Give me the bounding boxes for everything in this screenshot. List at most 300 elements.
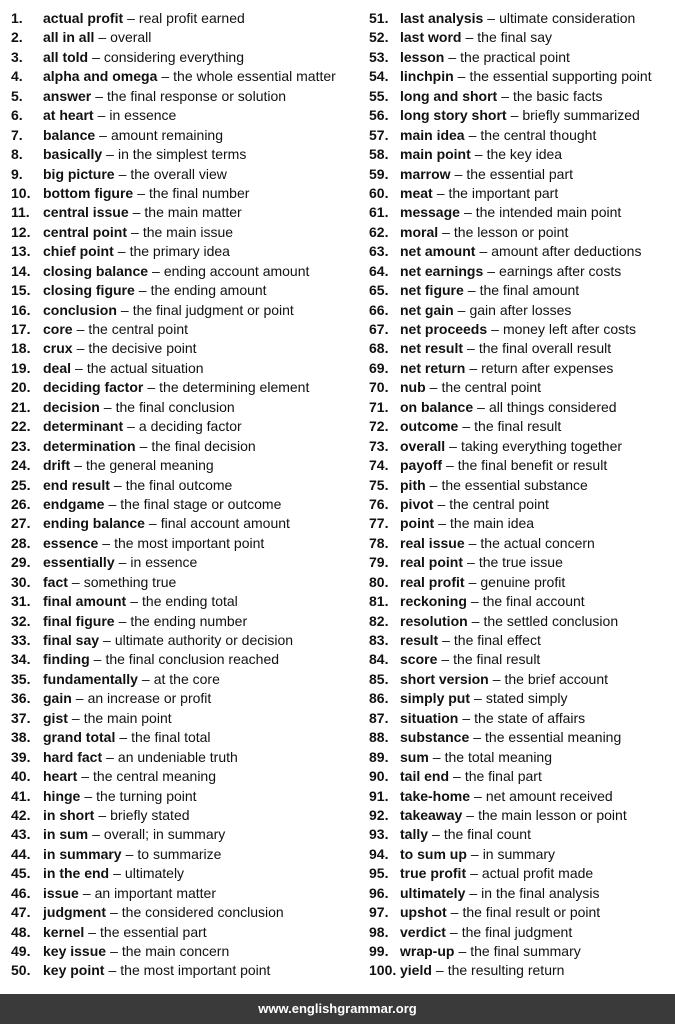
item-definition: the central point bbox=[441, 379, 542, 396]
item-dash: – bbox=[432, 748, 441, 765]
item-dash: – bbox=[471, 612, 480, 629]
item-definition: the final summary bbox=[470, 943, 581, 959]
item-number: 31. bbox=[11, 593, 31, 610]
list-item bbox=[369, 573, 673, 592]
list-item bbox=[369, 592, 673, 611]
item-number: 48. bbox=[11, 923, 31, 940]
item-definition: the ending amount bbox=[150, 282, 267, 299]
item-definition: the final amount bbox=[479, 282, 580, 299]
item-term: long and short bbox=[400, 87, 498, 104]
item-number: 88. bbox=[369, 729, 389, 746]
item-number: 27. bbox=[11, 515, 31, 532]
item-number: 38. bbox=[11, 729, 31, 746]
list-item bbox=[11, 28, 363, 47]
item-term: yield bbox=[400, 962, 432, 979]
item-dash: – bbox=[127, 10, 135, 26]
list-item bbox=[11, 9, 363, 28]
list-item bbox=[369, 495, 673, 514]
item-term: chief point bbox=[43, 243, 114, 260]
item-definition: the actual situation bbox=[86, 359, 204, 376]
list-item bbox=[369, 942, 673, 961]
item-term: basically bbox=[43, 146, 103, 163]
list-item bbox=[369, 417, 673, 436]
item-definition: the final result bbox=[453, 651, 541, 668]
item-definition: stated simply bbox=[485, 690, 568, 707]
item-term: closing balance bbox=[43, 262, 149, 279]
item-dash: – bbox=[469, 359, 478, 376]
item-term: end result bbox=[43, 476, 110, 493]
item-dash: – bbox=[118, 165, 127, 182]
item-term: take-home bbox=[400, 787, 471, 804]
item-definition: the central thought bbox=[480, 126, 597, 143]
item-term: score bbox=[400, 651, 438, 668]
item-term: tally bbox=[400, 826, 429, 843]
item-term: wrap-up bbox=[400, 943, 455, 959]
item-number: 93. bbox=[369, 826, 389, 843]
item-dash: – bbox=[468, 573, 477, 590]
item-dash: – bbox=[462, 418, 471, 435]
item-definition: the essential substance bbox=[441, 476, 588, 493]
item-number: 62. bbox=[369, 223, 389, 240]
list-item bbox=[369, 845, 673, 864]
item-dash: – bbox=[457, 301, 466, 318]
item-term: main idea bbox=[400, 126, 465, 143]
item-dash: – bbox=[117, 243, 126, 260]
item-term: message bbox=[400, 204, 460, 221]
item-number: 26. bbox=[11, 495, 31, 512]
item-dash: – bbox=[470, 865, 478, 882]
item-number: 95. bbox=[369, 865, 389, 882]
item-term: real point bbox=[400, 554, 464, 571]
item-definition: money left after costs bbox=[502, 321, 636, 337]
item-definition: the final total bbox=[131, 729, 211, 746]
item-dash: – bbox=[97, 107, 106, 124]
item-number: 7. bbox=[11, 126, 23, 143]
word-list-column-left bbox=[11, 9, 363, 981]
item-definition: the final judgment bbox=[461, 923, 573, 940]
list-item bbox=[369, 262, 673, 281]
item-term: fundamentally bbox=[43, 670, 138, 687]
item-definition: the final stage or outcome bbox=[120, 495, 282, 512]
item-dash: – bbox=[147, 379, 156, 396]
item-number: 29. bbox=[11, 554, 31, 571]
item-dash: – bbox=[95, 87, 104, 104]
item-term: real profit bbox=[400, 573, 465, 590]
item-dash: – bbox=[437, 495, 446, 512]
item-number: 55. bbox=[369, 87, 389, 104]
item-definition: an important matter bbox=[94, 884, 216, 901]
item-term: net gain bbox=[400, 301, 454, 318]
list-item bbox=[11, 845, 363, 864]
item-definition: the final effect bbox=[453, 632, 541, 648]
list-item bbox=[369, 670, 673, 689]
item-number: 21. bbox=[11, 398, 31, 415]
item-term: determinant bbox=[43, 418, 124, 435]
item-number: 73. bbox=[369, 437, 389, 454]
item-number: 91. bbox=[369, 787, 389, 804]
item-definition: net amount received bbox=[485, 787, 613, 804]
item-number: 56. bbox=[369, 107, 389, 124]
item-term: result bbox=[400, 632, 439, 648]
footer-url[interactable]: www.englishgrammar.org bbox=[258, 1001, 417, 1016]
item-number: 10. bbox=[11, 184, 31, 201]
item-definition: the practical point bbox=[460, 48, 570, 65]
item-term: marrow bbox=[400, 165, 451, 182]
item-term: issue bbox=[43, 884, 79, 901]
item-dash: – bbox=[76, 340, 85, 357]
item-dash: – bbox=[106, 748, 114, 765]
item-dash: – bbox=[429, 379, 438, 396]
list-item bbox=[369, 320, 673, 339]
item-dash: – bbox=[98, 806, 107, 823]
list-item bbox=[369, 514, 673, 533]
item-definition: the primary idea bbox=[129, 243, 230, 260]
item-term: in summary bbox=[43, 845, 122, 862]
item-number: 17. bbox=[11, 321, 31, 337]
item-dash: – bbox=[466, 806, 475, 823]
item-definition: ultimate authority or decision bbox=[114, 632, 294, 648]
item-dash: – bbox=[454, 165, 463, 182]
item-term: hinge bbox=[43, 787, 81, 804]
list-item bbox=[369, 825, 673, 844]
item-number: 67. bbox=[369, 321, 389, 337]
item-term: main point bbox=[400, 146, 471, 163]
item-dash: – bbox=[441, 651, 450, 668]
item-definition: the settled conclusion bbox=[483, 612, 619, 629]
item-definition: the final outcome bbox=[125, 476, 233, 493]
item-number: 82. bbox=[369, 612, 389, 629]
list-item bbox=[11, 67, 363, 86]
item-term: decision bbox=[43, 398, 100, 415]
item-definition: the important part bbox=[448, 184, 559, 201]
item-number: 85. bbox=[369, 670, 389, 687]
item-term: alpha and omega bbox=[43, 68, 158, 85]
item-term: net figure bbox=[400, 282, 464, 299]
item-number: 69. bbox=[369, 359, 389, 376]
item-number: 37. bbox=[11, 709, 31, 726]
item-dash: – bbox=[74, 457, 83, 474]
item-number: 33. bbox=[11, 632, 31, 648]
item-term: overall bbox=[400, 437, 446, 454]
item-term: deal bbox=[43, 359, 72, 376]
item-dash: – bbox=[110, 904, 118, 921]
list-item bbox=[369, 864, 673, 883]
item-term: tail end bbox=[400, 768, 450, 785]
item-number: 22. bbox=[11, 418, 31, 435]
item-definition: at the core bbox=[153, 670, 220, 687]
item-term: long story short bbox=[400, 107, 507, 124]
item-number: 11. bbox=[11, 204, 30, 221]
item-term: balance bbox=[43, 126, 96, 143]
item-number: 75. bbox=[369, 476, 389, 493]
list-item bbox=[369, 339, 673, 358]
item-term: point bbox=[400, 515, 435, 532]
item-definition: in summary bbox=[482, 845, 556, 862]
list-item bbox=[369, 165, 673, 184]
item-definition: the determining element bbox=[159, 379, 310, 396]
item-definition: the most important point bbox=[120, 962, 271, 979]
list-item bbox=[11, 262, 363, 281]
item-number: 46. bbox=[11, 884, 31, 901]
list-item bbox=[369, 9, 673, 28]
list-item bbox=[11, 553, 363, 572]
item-definition: final account amount bbox=[160, 515, 290, 532]
item-number: 97. bbox=[369, 904, 389, 921]
item-term: payoff bbox=[400, 457, 442, 474]
item-number: 51. bbox=[369, 10, 389, 26]
item-definition: the basic facts bbox=[513, 87, 603, 104]
item-dash: – bbox=[467, 554, 475, 571]
item-dash: – bbox=[106, 146, 114, 163]
item-term: key point bbox=[43, 962, 105, 979]
item-dash: – bbox=[71, 573, 80, 590]
item-definition: in the simplest terms bbox=[117, 146, 247, 163]
item-number: 5. bbox=[11, 87, 23, 104]
item-dash: – bbox=[487, 10, 496, 26]
list-item bbox=[369, 398, 673, 417]
item-definition: the decisive point bbox=[88, 340, 197, 357]
item-term: kernel bbox=[43, 923, 85, 940]
item-dash: – bbox=[429, 476, 438, 493]
list-item bbox=[11, 106, 363, 125]
item-definition: the considered conclusion bbox=[121, 904, 284, 921]
item-term: conclusion bbox=[43, 301, 117, 318]
item-number: 40. bbox=[11, 768, 31, 785]
item-definition: the final account bbox=[482, 593, 585, 610]
item-dash: – bbox=[93, 651, 102, 668]
item-term: essentially bbox=[43, 554, 115, 571]
item-term: bottom figure bbox=[43, 184, 134, 201]
item-dash: – bbox=[92, 48, 100, 65]
item-dash: – bbox=[450, 904, 459, 921]
item-number: 92. bbox=[369, 806, 389, 823]
item-term: real issue bbox=[400, 534, 465, 551]
item-dash: – bbox=[138, 282, 147, 299]
item-term: to sum up bbox=[400, 845, 467, 862]
item-definition: the final count bbox=[443, 826, 531, 843]
list-item bbox=[11, 573, 363, 592]
list-item bbox=[11, 612, 363, 631]
item-term: net amount bbox=[400, 243, 476, 260]
list-item bbox=[369, 203, 673, 222]
item-dash: – bbox=[75, 359, 83, 376]
item-dash: – bbox=[442, 632, 450, 648]
item-dash: – bbox=[119, 729, 128, 746]
list-item bbox=[11, 884, 363, 903]
item-number: 49. bbox=[11, 943, 31, 959]
item-term: answer bbox=[43, 87, 92, 104]
item-dash: – bbox=[137, 184, 146, 201]
item-term: gain bbox=[43, 690, 72, 707]
item-dash: – bbox=[82, 884, 91, 901]
item-term: moral bbox=[400, 223, 439, 240]
item-dash: – bbox=[442, 223, 450, 240]
item-number: 1. bbox=[11, 10, 23, 26]
item-number: 90. bbox=[369, 768, 389, 785]
item-number: 63. bbox=[369, 243, 389, 260]
item-term: all told bbox=[43, 48, 89, 65]
item-term: grand total bbox=[43, 729, 116, 746]
item-number: 2. bbox=[11, 29, 23, 46]
list-item bbox=[11, 787, 363, 806]
item-definition: the main lesson or point bbox=[478, 806, 627, 823]
item-term: in sum bbox=[43, 826, 89, 843]
list-item bbox=[11, 650, 363, 669]
item-definition: the essential supporting point bbox=[469, 68, 652, 85]
list-item bbox=[11, 592, 363, 611]
item-dash: – bbox=[98, 29, 107, 46]
item-dash: – bbox=[435, 962, 444, 979]
item-definition: the final response or solution bbox=[107, 87, 287, 104]
item-dash: – bbox=[131, 223, 139, 240]
list-item bbox=[11, 709, 363, 728]
list-item bbox=[369, 28, 673, 47]
item-number: 12. bbox=[11, 223, 31, 240]
list-item bbox=[369, 184, 673, 203]
item-term: upshot bbox=[400, 904, 447, 921]
item-definition: gain after losses bbox=[469, 301, 572, 318]
list-item bbox=[369, 67, 673, 86]
item-dash: – bbox=[468, 126, 477, 143]
item-definition: overall; in summary bbox=[103, 826, 226, 843]
item-dash: – bbox=[75, 690, 84, 707]
item-number: 94. bbox=[369, 845, 389, 862]
footer-bar bbox=[0, 994, 675, 1024]
item-definition: the final decision bbox=[151, 437, 256, 454]
item-term: short version bbox=[400, 670, 489, 687]
item-dash: – bbox=[449, 923, 458, 940]
item-term: central point bbox=[43, 223, 128, 240]
item-term: endgame bbox=[43, 495, 105, 512]
item-definition: the general meaning bbox=[86, 457, 214, 474]
item-number: 45. bbox=[11, 865, 31, 882]
list-item bbox=[11, 864, 363, 883]
item-dash: – bbox=[470, 845, 479, 862]
item-definition: the central point bbox=[88, 321, 188, 337]
list-item bbox=[369, 242, 673, 261]
list-item bbox=[11, 670, 363, 689]
item-term: pith bbox=[400, 476, 426, 493]
item-term: drift bbox=[43, 457, 71, 474]
item-number: 70. bbox=[369, 379, 389, 396]
item-number: 79. bbox=[369, 554, 389, 571]
item-term: finding bbox=[43, 651, 90, 668]
list-item bbox=[369, 961, 673, 980]
item-term: linchpin bbox=[400, 68, 454, 85]
item-term: lesson bbox=[400, 48, 445, 65]
item-definition: the ending number bbox=[130, 612, 248, 629]
item-definition: the main matter bbox=[144, 204, 242, 221]
item-number: 66. bbox=[369, 301, 389, 318]
item-number: 16. bbox=[11, 301, 31, 318]
item-number: 6. bbox=[11, 107, 23, 124]
list-item bbox=[369, 223, 673, 242]
list-item bbox=[11, 728, 363, 747]
item-dash: – bbox=[436, 184, 445, 201]
item-number: 83. bbox=[369, 632, 389, 648]
item-definition: in essence bbox=[130, 554, 198, 571]
list-item bbox=[11, 961, 363, 980]
list-item bbox=[369, 884, 673, 903]
item-dash: – bbox=[474, 787, 482, 804]
item-dash: – bbox=[92, 826, 100, 843]
item-dash: – bbox=[473, 729, 482, 746]
list-item bbox=[11, 378, 363, 397]
item-dash: – bbox=[103, 632, 111, 648]
item-term: at heart bbox=[43, 107, 94, 124]
item-dash: – bbox=[118, 612, 127, 629]
list-item bbox=[369, 456, 673, 475]
item-number: 98. bbox=[369, 923, 389, 940]
item-definition: taking everything together bbox=[460, 437, 623, 454]
item-dash: – bbox=[448, 48, 457, 65]
item-dash: – bbox=[161, 68, 170, 85]
item-term: net result bbox=[400, 340, 464, 357]
item-number: 74. bbox=[369, 457, 389, 474]
item-definition: the essential meaning bbox=[485, 729, 622, 746]
item-term: last analysis bbox=[400, 10, 484, 26]
item-dash: – bbox=[139, 437, 148, 454]
item-definition: genuine profit bbox=[480, 573, 566, 590]
item-definition: overall bbox=[110, 29, 152, 46]
item-number: 71. bbox=[369, 398, 389, 415]
item-number: 99. bbox=[369, 943, 389, 959]
item-dash: – bbox=[492, 670, 501, 687]
item-dash: – bbox=[127, 418, 135, 435]
item-term: essence bbox=[43, 534, 99, 551]
item-term: in the end bbox=[43, 865, 110, 882]
list-item bbox=[11, 417, 363, 436]
item-dash: – bbox=[120, 301, 129, 318]
item-number: 20. bbox=[11, 379, 31, 396]
item-term: all in all bbox=[43, 29, 95, 46]
list-item bbox=[369, 806, 673, 825]
item-definition: the essential part bbox=[100, 923, 207, 940]
item-term: final figure bbox=[43, 612, 115, 629]
item-term: key issue bbox=[43, 943, 107, 959]
item-number: 76. bbox=[369, 495, 389, 512]
item-number: 23. bbox=[11, 437, 31, 454]
item-term: takeaway bbox=[400, 806, 463, 823]
item-dash: – bbox=[81, 768, 90, 785]
item-definition: the lesson or point bbox=[453, 223, 569, 240]
list-item bbox=[11, 203, 363, 222]
item-definition: a deciding factor bbox=[138, 418, 242, 435]
list-item bbox=[11, 87, 363, 106]
item-term: in short bbox=[43, 806, 95, 823]
list-item bbox=[11, 359, 363, 378]
word-list-column-right bbox=[369, 9, 673, 981]
item-definition: ultimate consideration bbox=[499, 10, 636, 26]
list-item bbox=[369, 923, 673, 942]
item-definition: the final result or point bbox=[462, 904, 601, 921]
item-number: 35. bbox=[11, 670, 31, 687]
item-dash: – bbox=[113, 865, 121, 882]
item-term: simply put bbox=[400, 690, 471, 707]
item-term: true profit bbox=[400, 865, 467, 882]
list-item bbox=[369, 748, 673, 767]
item-number: 100. bbox=[369, 962, 397, 979]
list-item bbox=[11, 689, 363, 708]
item-definition: considering everything bbox=[103, 48, 245, 65]
list-item bbox=[369, 612, 673, 631]
list-item bbox=[11, 126, 363, 145]
item-dash: – bbox=[148, 515, 157, 532]
list-item bbox=[11, 631, 363, 650]
item-term: net proceeds bbox=[400, 321, 488, 337]
item-definition: the final number bbox=[149, 184, 250, 201]
item-term: last word bbox=[400, 29, 462, 46]
